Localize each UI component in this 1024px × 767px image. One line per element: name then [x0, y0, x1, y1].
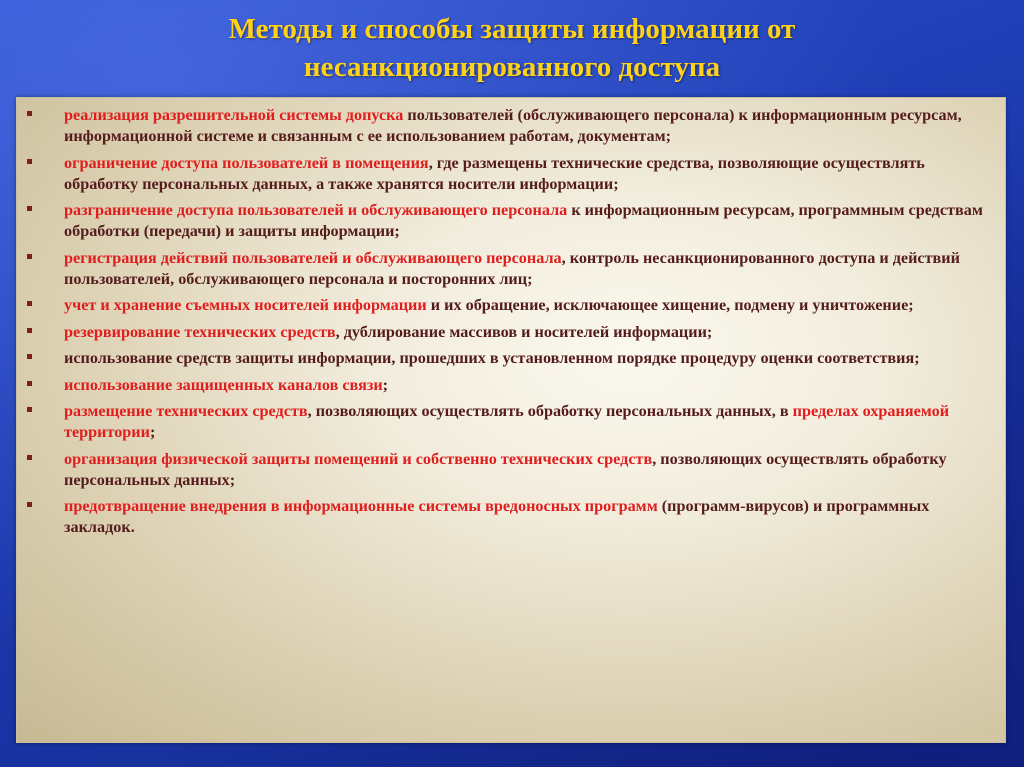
bullet-icon — [27, 301, 32, 306]
bullet-icon — [27, 254, 32, 259]
item-highlight: использование защищенных каналов связи — [64, 375, 383, 394]
item-highlight: учет и хранение съемных носителей информации — [64, 296, 427, 314]
item-text: использование средств защиты информации, прошедших в установленном порядке процедуру оценки соответствия; — [64, 349, 920, 367]
list-item — [17, 449, 1007, 491]
item-text: ; — [149, 423, 156, 441]
bullet-icon — [27, 502, 32, 507]
list-item — [17, 401, 1007, 443]
bullet-icon — [27, 407, 32, 412]
item-highlight: регистрация действий пользователей и обслуживающего персонала — [64, 248, 562, 267]
list-item — [17, 200, 1007, 242]
slide-title-line-1: Методы и способы защиты информации от — [228, 13, 796, 45]
item-highlight: пределах охраняемой территории — [64, 402, 950, 441]
item-highlight: предотвращение внедрения в информационные системы вредоносных программ — [64, 497, 658, 515]
item-highlight: размещение технических средств — [64, 402, 308, 420]
list-item — [17, 322, 1007, 343]
item-text: , позволяющих осуществлять обработку персональных данных, в — [307, 402, 793, 420]
item-highlight: ограничение доступа пользователей в помещения — [64, 153, 429, 172]
item-text: и их обращение, исключающее хищение, подмену и уничтожение; — [426, 296, 914, 314]
list-item — [17, 348, 1007, 369]
list-item — [17, 105, 1007, 147]
item-text: пользователей (обслуживающего персонала) к информационным ресурсам, информационной системе и связанным с ее использованием работам, документам; — [64, 106, 962, 145]
bullet-icon — [27, 206, 32, 211]
item-highlight: резервирование технических средств — [64, 322, 336, 341]
item-text: , контроль несанкционированного доступа и действий пользователей, обслуживающего персонала и посторонних лиц; — [64, 248, 960, 288]
item-text: , дублирование массивов и носителей информации; — [335, 322, 713, 341]
item-text: ; — [382, 375, 389, 394]
slide-title — [0, 10, 1024, 86]
item-highlight: организация физической защиты помещений и собственно технических средств — [64, 449, 653, 468]
list-item — [17, 496, 1007, 538]
bullet-icon — [27, 159, 32, 164]
bullet-icon — [27, 111, 32, 116]
item-text: , позволяющих осуществлять обработку персональных данных; — [64, 449, 947, 489]
content-panel — [16, 97, 1006, 743]
bullet-icon — [27, 354, 32, 359]
item-text: (программ-вирусов) и программных закладок. — [64, 497, 930, 536]
methods-list — [17, 105, 1007, 544]
list-item — [17, 295, 1007, 316]
list-item — [17, 248, 1007, 290]
bullet-icon — [27, 328, 32, 333]
slide-title-line-2: несанкционированного доступа — [303, 51, 721, 83]
item-highlight: реализация разрешительной системы допуска — [64, 106, 404, 124]
item-text: , где размещены технические средства, позволяющие осуществлять обработку персональных данных, а также хранятся носители информации; — [64, 153, 925, 193]
bullet-icon — [27, 381, 32, 386]
item-text: к информационным ресурсам, программным средствам обработки (передачи) и защиты информации; — [64, 201, 983, 240]
list-item — [17, 375, 1007, 396]
list-item — [17, 153, 1007, 195]
item-highlight: разграничение доступа пользователей и обслуживающего персонала — [64, 201, 568, 219]
bullet-icon — [27, 455, 32, 460]
